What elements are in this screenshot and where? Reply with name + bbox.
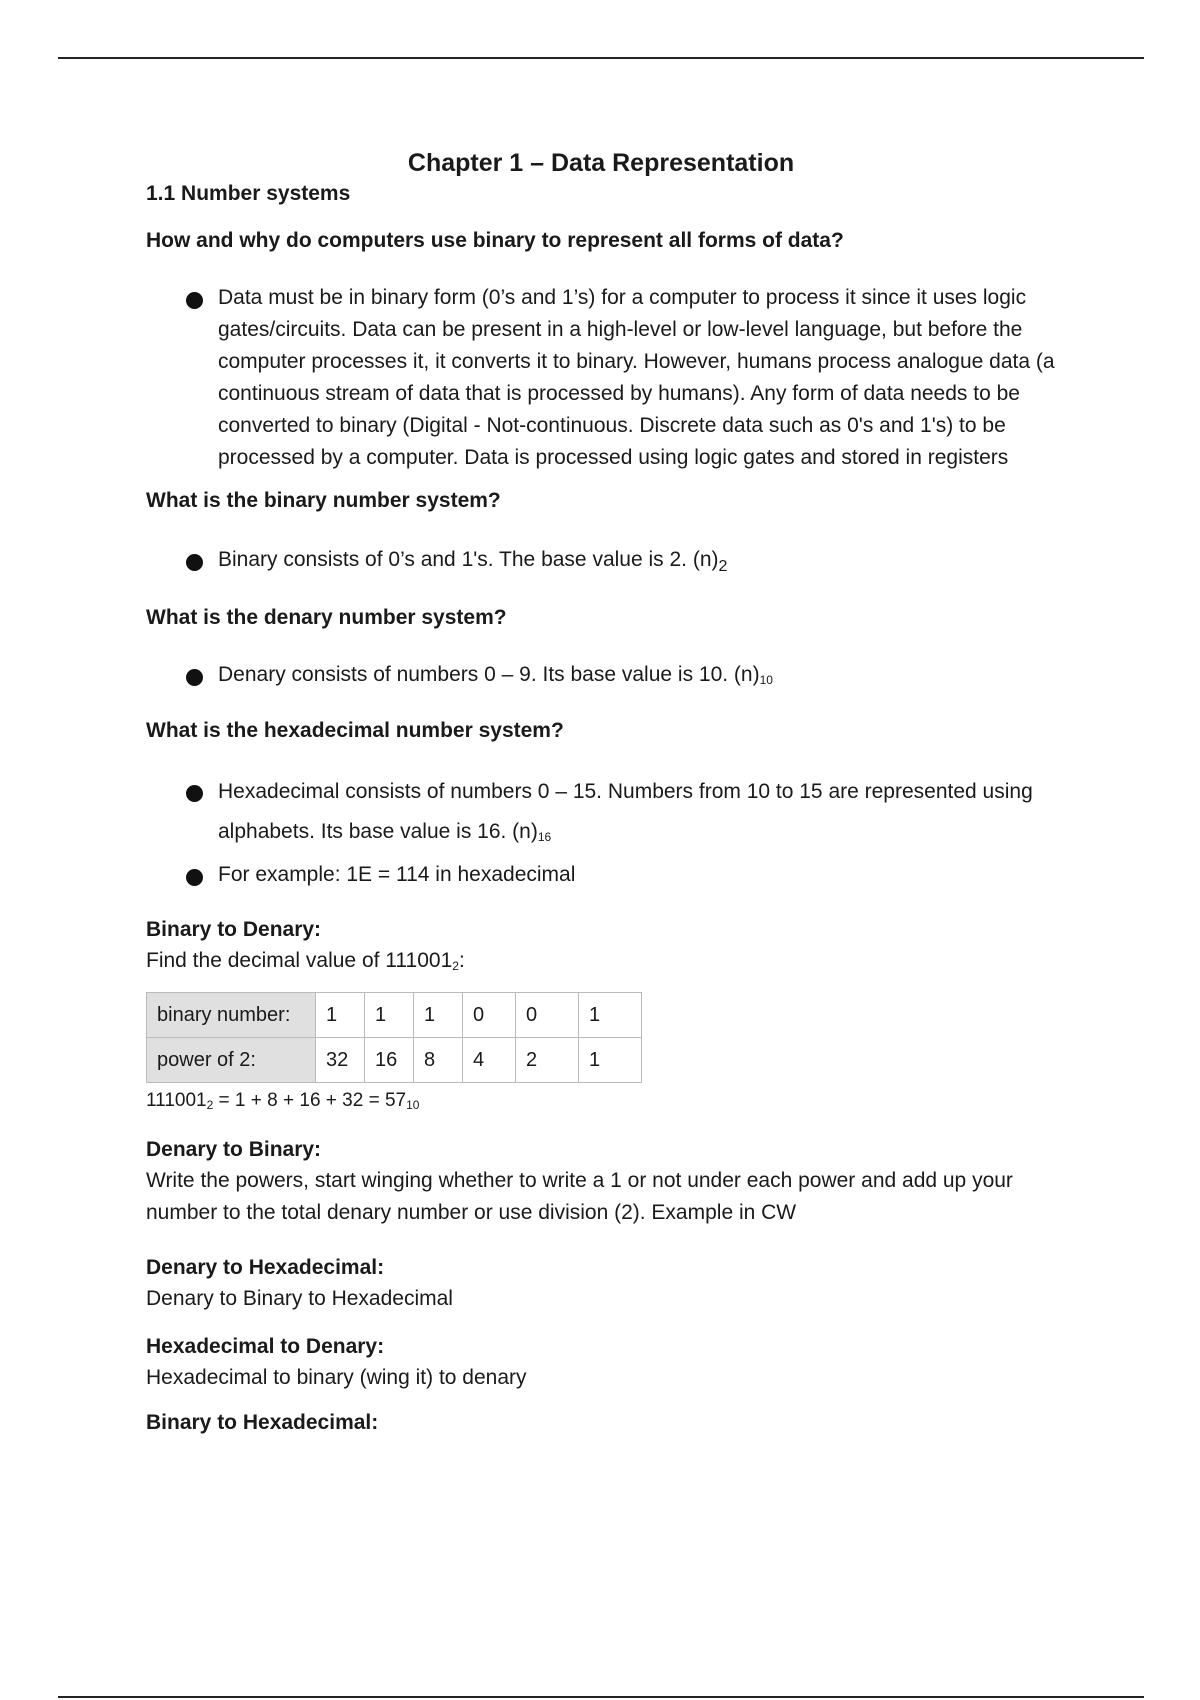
bullet-icon	[186, 554, 203, 571]
table-cell: 1	[579, 1038, 642, 1083]
subscript: 2	[206, 1098, 214, 1112]
table-cell: 1	[365, 993, 414, 1038]
table-cell: 1	[414, 993, 463, 1038]
denary-to-hex-text: Denary to Binary to Hexadecimal	[146, 1287, 453, 1310]
table-cell: 0	[516, 993, 579, 1038]
table-cell: 2	[516, 1038, 579, 1083]
list-item	[186, 859, 1056, 891]
subscript: 16	[537, 830, 552, 844]
question-denary-system: What is the denary number system?	[146, 606, 507, 629]
denary-to-binary-text: Write the powers, start winging whether to write a 1 or not under each power and add up your number to the total denary number or use division (2). Example in CW	[146, 1169, 1013, 1224]
result-line	[146, 1085, 1056, 1121]
binary-conversion-table	[146, 992, 642, 1083]
hex-to-denary-text: Hexadecimal to binary (wing it) to denary	[146, 1366, 527, 1389]
table-cell: 16	[365, 1038, 414, 1083]
footer-rule	[58, 1696, 1144, 1698]
table-row	[147, 1038, 642, 1083]
bullet-icon	[186, 785, 203, 802]
bullet-text: Data must be in binary form (0’s and 1’s) for a computer to process it since it uses logic gates/circuits. Data can be present in a high-level or low-level language, but before the computer processes it, it converts it to binary. However, humans process analogue data (a continuous stream of data that is processed by humans). Any form of data needs to be converted to binary (Digital - Not-continuous. Discrete data such as 0's and 1's) to be processed by a computer. Data is processed using logic gates and stored in registers	[218, 286, 1055, 469]
bullet-icon	[186, 292, 203, 309]
question-binary-system: What is the binary number system?	[146, 489, 501, 512]
table-cell: 0	[463, 993, 516, 1038]
bullet-icon	[186, 869, 203, 886]
heading-binary-to-denary: Binary to Denary:	[146, 918, 322, 941]
table-cell: 32	[316, 1038, 365, 1083]
subscript: 10	[759, 673, 773, 687]
document-page	[146, 145, 1056, 1438]
bullet-text: Binary consists of 0’s and 1's. The base value is 2. (n)	[218, 548, 719, 571]
table-cell: 8	[414, 1038, 463, 1083]
bullet-icon	[186, 669, 203, 686]
page-title: Chapter 1 – Data Representation	[407, 149, 795, 177]
question-binary-why: How and why do computers use binary to represent all forms of data?	[146, 229, 844, 252]
find-text: Find the decimal value of 111001	[146, 949, 453, 972]
bullet-list	[146, 544, 1056, 583]
header-rule	[58, 57, 1144, 59]
bullet-list	[146, 659, 1056, 696]
bullet-list	[146, 772, 1056, 891]
heading-binary-to-hex: Binary to Hexadecimal:	[146, 1411, 379, 1434]
list-item	[186, 544, 1056, 583]
list-item	[186, 282, 1056, 474]
list-item	[186, 772, 1056, 857]
list-item	[186, 659, 1056, 696]
row-label-binary: binary number:	[147, 993, 316, 1038]
table-cell: 1	[579, 993, 642, 1038]
heading-denary-to-binary: Denary to Binary:	[146, 1138, 322, 1161]
section-title: 1.1 Number systems	[146, 182, 351, 205]
bullet-text: Denary consists of numbers 0 – 9. Its base value is 10. (n)	[218, 663, 760, 686]
bullet-list	[146, 282, 1056, 474]
result-b: = 1 + 8 + 16 + 32 = 57	[213, 1090, 407, 1111]
question-hex-system: What is the hexadecimal number system?	[146, 719, 564, 742]
find-end: :	[458, 949, 465, 972]
subscript: 2	[718, 558, 728, 575]
subscript: 10	[406, 1098, 420, 1112]
bullet-text: For example: 1E = 114 in hexadecimal	[218, 863, 576, 886]
table-cell: 1	[316, 993, 365, 1038]
result-a: 111001	[146, 1090, 207, 1111]
find-value-text	[146, 945, 1056, 982]
bullet-text: Hexadecimal consists of numbers 0 – 15. Numbers from 10 to 15 are represented using alphabets. Its base value is 16. (n)	[218, 780, 1033, 843]
table-row	[147, 993, 642, 1038]
heading-hex-to-denary: Hexadecimal to Denary:	[146, 1335, 385, 1358]
subscript: 2	[452, 959, 459, 973]
heading-denary-to-hex: Denary to Hexadecimal:	[146, 1256, 385, 1279]
table-cell: 4	[463, 1038, 516, 1083]
row-label-power: power of 2:	[147, 1038, 316, 1083]
